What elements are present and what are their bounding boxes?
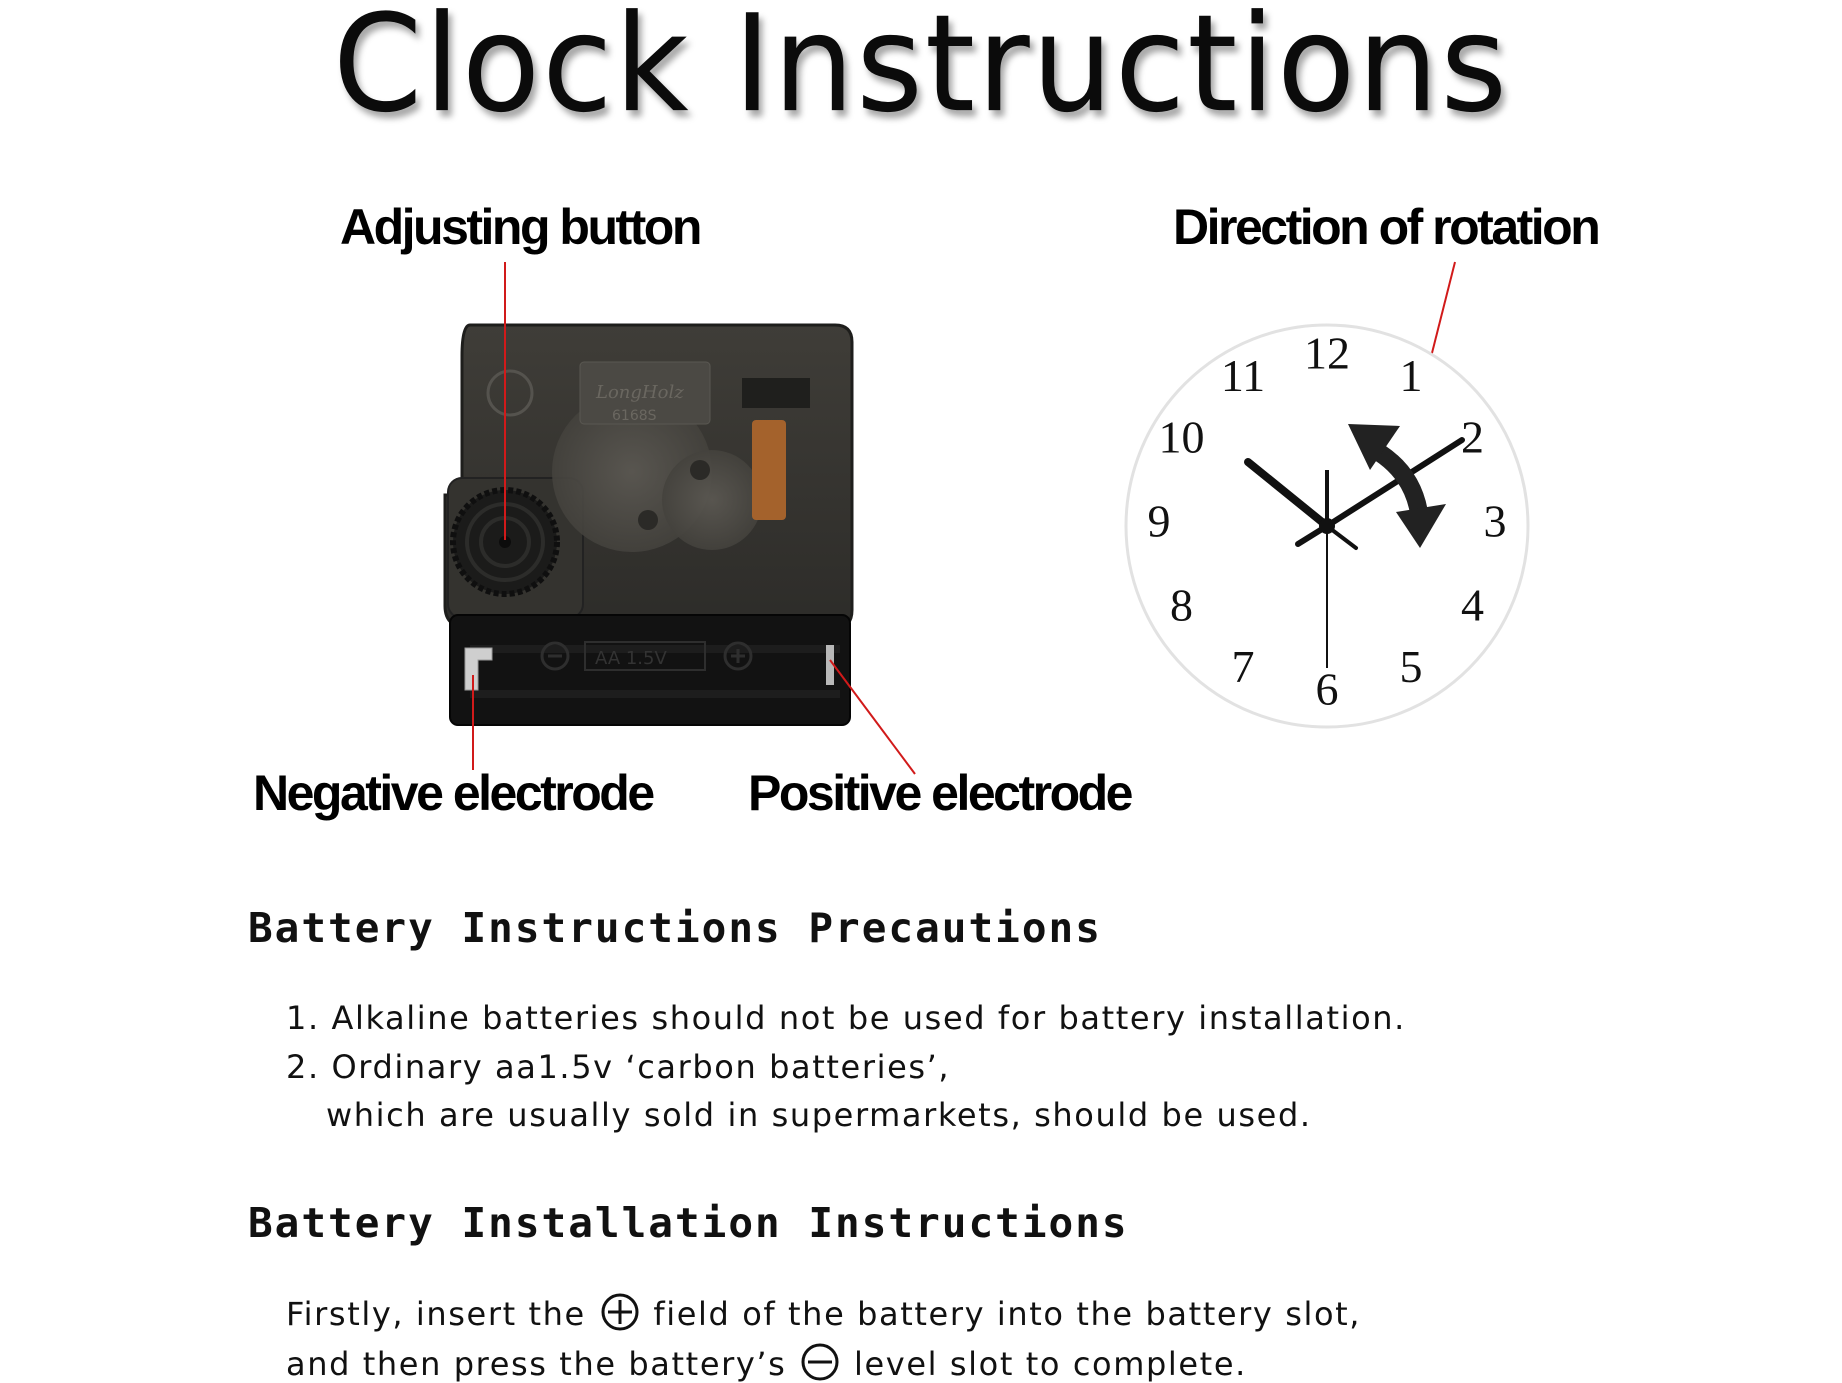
coil <box>752 420 786 520</box>
clock-numeral-6: 6 <box>1315 663 1339 715</box>
movement-brand: LongHolz <box>596 382 684 403</box>
plus-circle-icon <box>600 1292 640 1332</box>
clock-numeral-9: 9 <box>1147 495 1171 547</box>
installation-heading: Battery Installation Instructions <box>248 1199 1129 1247</box>
installation-line-2-end: level slot to complete. <box>854 1345 1247 1383</box>
installation-line-2-start: and then press the battery’s <box>286 1345 787 1383</box>
battery-marking: AA 1.5V <box>595 648 667 669</box>
precaution-item-1: 1. Alkaline batteries should not be used for battery installation. <box>286 999 1406 1037</box>
label-direction-of-rotation: Direction of rotation <box>1173 199 1599 255</box>
clock-numeral-11: 11 <box>1220 350 1266 402</box>
installation-line-1 <box>286 1292 1361 1333</box>
installation-line-1-start: Firstly, insert the <box>286 1295 586 1333</box>
label-adjusting-button: Adjusting button <box>340 199 700 255</box>
clock-numeral-10: 10 <box>1158 411 1205 463</box>
precaution-item-2-continued: which are usually sold in supermarkets, should be used. <box>326 1096 1312 1134</box>
precautions-heading: Battery Instructions Precautions <box>248 904 1102 952</box>
clock-movement <box>445 325 852 725</box>
clock-numeral-3: 3 <box>1483 495 1507 547</box>
wall-clock <box>1126 325 1528 727</box>
minus-circle-icon <box>800 1342 840 1382</box>
precaution-item-2: 2. Ordinary aa1.5v ‘carbon batteries’, <box>286 1048 951 1086</box>
installation-line-2 <box>286 1342 1247 1383</box>
label-positive-electrode: Positive electrode <box>748 765 1131 821</box>
clock-numeral-7: 7 <box>1231 641 1255 693</box>
clock-numeral-2: 2 <box>1461 411 1484 463</box>
clock-numeral-12: 12 <box>1304 327 1350 379</box>
clock-numeral-1: 1 <box>1399 350 1423 402</box>
page-title: Clock Instructions <box>332 0 1510 143</box>
clock-numeral-8: 8 <box>1170 579 1193 631</box>
label-negative-electrode: Negative electrode <box>253 765 653 821</box>
installation-line-1-end: field of the battery into the battery slot, <box>653 1295 1362 1333</box>
movement-model: 6168S <box>612 408 657 424</box>
clock-numeral-4: 4 <box>1461 579 1484 631</box>
clock-numeral-5: 5 <box>1399 641 1423 693</box>
